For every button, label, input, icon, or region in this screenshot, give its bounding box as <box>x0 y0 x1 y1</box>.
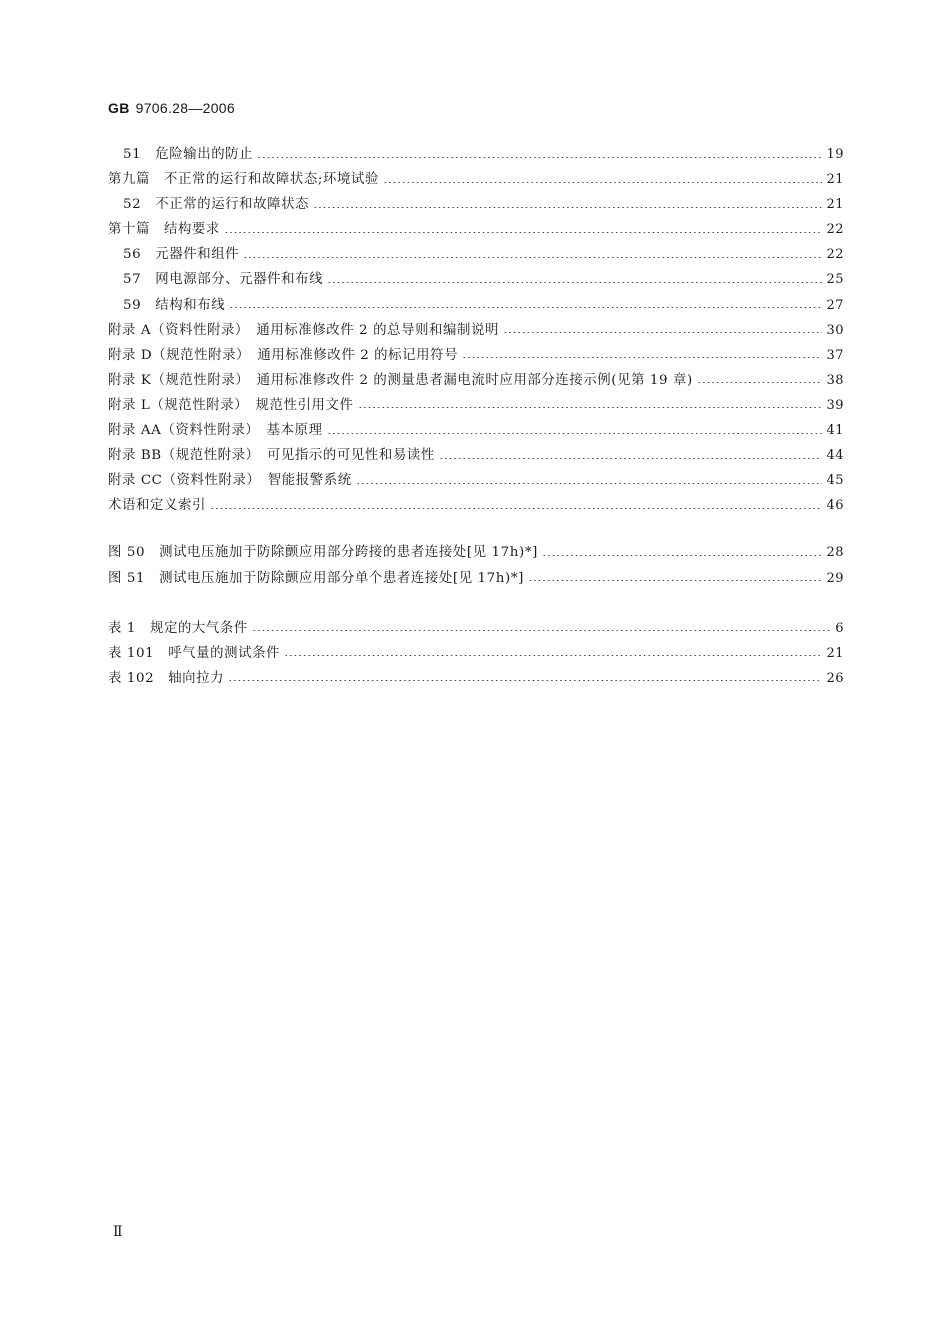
standard-number: 9706.28—2006 <box>135 100 235 116</box>
dot-leader <box>439 458 823 459</box>
dot-leader <box>224 232 823 233</box>
toc-entry-page: 6 <box>835 620 844 636</box>
dot-leader <box>229 307 822 308</box>
toc-entry-title: 术语和定义索引 <box>108 498 206 514</box>
toc-entry-page: 44 <box>826 448 844 464</box>
toc-figures-section <box>108 540 844 590</box>
toc-entry-title: 图 50 测试电压施加于防除颤应用部分跨接的患者连接处[见 17h)*] <box>108 545 538 561</box>
toc-entry[interactable] <box>108 142 844 167</box>
toc-entry-page: 45 <box>826 473 844 489</box>
section-spacer <box>108 591 844 616</box>
toc-entry-title: 51 危险输出的防止 <box>123 147 254 162</box>
dot-leader <box>358 407 823 408</box>
toc-entry-page: 28 <box>826 545 844 561</box>
toc-entry[interactable] <box>108 616 844 641</box>
toc-entry-page: 21 <box>826 172 844 188</box>
toc-entry-title: 57 网电源部分、元器件和布线 <box>123 272 324 288</box>
toc-main-section <box>108 142 844 518</box>
toc-entry-title: 表 102 轴向拉力 <box>108 670 225 686</box>
toc-entry[interactable] <box>108 468 844 493</box>
toc-entry-title: 附录 BB（规范性附录） 可见指示的可见性和易读性 <box>108 448 435 464</box>
toc-entry[interactable] <box>108 566 844 591</box>
toc-entry[interactable] <box>108 192 844 217</box>
dot-leader <box>528 580 822 581</box>
toc-entry-title: 附录 CC（资料性附录） 智能报警系统 <box>108 473 352 489</box>
toc-entry-title: 附录 A（资料性附录） 通用标准修改件 2 的总导则和编制说明 <box>108 322 500 338</box>
dot-leader <box>243 257 822 258</box>
dot-leader <box>210 508 823 509</box>
toc-entry[interactable] <box>108 343 844 368</box>
page-number-footer: Ⅱ <box>113 1224 123 1240</box>
toc-entry[interactable] <box>108 167 844 192</box>
toc-entry-title: 52 不正常的运行和故障状态 <box>123 197 310 213</box>
dot-leader <box>462 357 822 358</box>
toc-entry-title: 第九篇 不正常的运行和故障状态;环境试验 <box>108 172 379 188</box>
toc-entry-page: 27 <box>826 297 844 313</box>
toc-entry-page: 41 <box>826 423 844 439</box>
toc-entry-title: 附录 K（规范性附录） 通用标准修改件 2 的测量患者漏电流时应用部分连接示例(见第 19 章) <box>108 372 693 388</box>
toc-entry-title: 附录 AA（资料性附录） 基本原理 <box>108 423 323 439</box>
toc-entry-title: 附录 D（规范性附录） 通用标准修改件 2 的标记用符号 <box>108 347 459 363</box>
toc-entry-page: 22 <box>826 222 844 238</box>
toc-entry-title: 56 元器件和组件 <box>123 247 240 263</box>
toc-entry-title: 59 结构和布线 <box>123 297 226 313</box>
toc-entry-title: 附录 L（规范性附录） 规范性引用文件 <box>108 397 354 413</box>
toc-entry-title: 图 51 测试电压施加于防除颤应用部分单个患者连接处[见 17h)*] <box>108 570 524 586</box>
dot-leader <box>542 555 823 556</box>
toc-entry[interactable] <box>108 418 844 443</box>
toc-entry-page: 39 <box>826 397 844 413</box>
dot-leader <box>228 680 822 681</box>
toc-entry[interactable] <box>108 666 844 691</box>
standard-prefix: GB <box>108 100 130 116</box>
toc-entry[interactable] <box>108 267 844 292</box>
toc-entry-page: 29 <box>826 570 844 586</box>
toc-entry-page: 30 <box>826 322 844 338</box>
dot-leader <box>257 157 822 158</box>
toc-entry[interactable] <box>108 493 844 518</box>
dot-leader <box>327 282 822 283</box>
toc-entry-page: 37 <box>826 347 844 363</box>
table-of-contents <box>108 142 844 691</box>
dot-leader <box>356 483 823 484</box>
dot-leader <box>313 207 822 208</box>
toc-entry-page: 19 <box>826 147 844 162</box>
toc-entry[interactable] <box>108 641 844 666</box>
toc-entry[interactable] <box>108 540 844 565</box>
toc-entry[interactable] <box>108 393 844 418</box>
dot-leader <box>327 433 823 434</box>
toc-entry[interactable] <box>108 217 844 242</box>
toc-entry-page: 21 <box>826 645 844 661</box>
toc-entry-title: 表 1 规定的大气条件 <box>108 620 248 636</box>
dot-leader <box>284 655 822 656</box>
toc-entry[interactable] <box>108 368 844 393</box>
dot-leader <box>503 332 822 333</box>
document-header <box>108 100 235 116</box>
dot-leader <box>383 182 823 183</box>
toc-entry-title: 第十篇 结构要求 <box>108 222 220 238</box>
toc-entry-page: 25 <box>826 272 844 288</box>
toc-entry-page: 38 <box>826 372 844 388</box>
toc-entry-page: 46 <box>826 498 844 514</box>
dot-leader <box>252 630 831 631</box>
toc-entry[interactable] <box>108 318 844 343</box>
toc-entry-page: 21 <box>826 197 844 213</box>
toc-entry-title: 表 101 呼气量的测试条件 <box>108 645 281 661</box>
section-spacer <box>108 518 844 540</box>
toc-entry-page: 22 <box>826 247 844 263</box>
toc-entry[interactable] <box>108 293 844 318</box>
dot-leader <box>697 382 823 383</box>
toc-entry[interactable] <box>108 242 844 267</box>
toc-entry[interactable] <box>108 443 844 468</box>
toc-entry-page: 26 <box>826 670 844 686</box>
toc-tables-section <box>108 616 844 691</box>
